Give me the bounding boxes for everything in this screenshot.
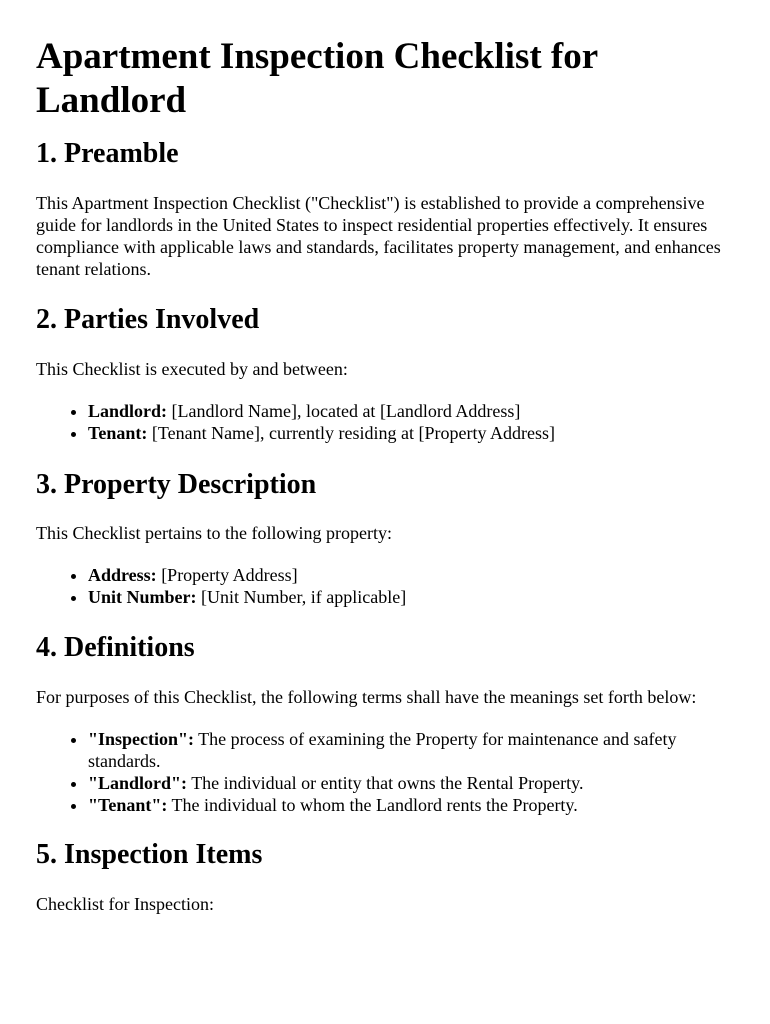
- list-item-term: "Inspection":: [88, 729, 194, 749]
- list-item: [88, 728, 734, 772]
- list-item: [88, 586, 734, 608]
- list-item-text: The process of examining the Property for maintenance and safety standards.: [88, 729, 677, 771]
- list-item: [88, 772, 734, 794]
- section-paragraph: Checklist for Inspection:: [36, 894, 214, 914]
- list-item-term: Landlord:: [88, 401, 168, 421]
- section-heading: 2. Parties Involved: [36, 304, 260, 335]
- list-item-term: Address:: [88, 565, 157, 585]
- section-inspection-items: [36, 839, 734, 915]
- bullet-list: [36, 400, 734, 444]
- list-item-text: [Unit Number, if applicable]: [196, 587, 407, 607]
- list-item: [88, 564, 734, 586]
- document-title: Apartment Inspection Checklist for Landlord: [36, 36, 598, 121]
- section-property-description: [36, 469, 734, 608]
- bullet-list: [36, 728, 734, 816]
- section-heading: 3. Property Description: [36, 469, 317, 500]
- section-heading: 1. Preamble: [36, 138, 179, 169]
- section-paragraph: This Checklist pertains to the following property:: [36, 523, 392, 543]
- section-paragraph: For purposes of this Checklist, the following terms shall have the meanings set forth below:: [36, 687, 697, 707]
- section-paragraph: This Apartment Inspection Checklist ("Checklist") is established to provide a comprehensive guide for landlords in the United States to inspect residential properties effectively. It ensures compliance with applicable laws and standards, facilitates property management, and enhances tenant relations.: [36, 193, 721, 279]
- list-item-text: [Tenant Name], currently residing at [Property Address]: [147, 423, 555, 443]
- list-item-term: Tenant:: [88, 423, 148, 443]
- section-paragraph: This Checklist is executed by and between:: [36, 359, 348, 379]
- list-item-text: [Landlord Name], located at [Landlord Address]: [167, 401, 521, 421]
- section-heading: 5. Inspection Items: [36, 839, 263, 870]
- list-item: [88, 400, 734, 422]
- list-item: [88, 794, 734, 816]
- section-preamble: [36, 138, 734, 280]
- list-item-term: "Tenant":: [88, 795, 168, 815]
- section-heading: 4. Definitions: [36, 632, 195, 663]
- list-item-term: Unit Number:: [88, 587, 197, 607]
- list-item: [88, 422, 734, 444]
- list-item-text: The individual to whom the Landlord rents the Property.: [167, 795, 578, 815]
- section-definitions: [36, 632, 734, 816]
- list-item-text: The individual or entity that owns the Rental Property.: [187, 773, 584, 793]
- list-item-text: [Property Address]: [156, 565, 298, 585]
- section-parties: [36, 304, 734, 444]
- bullet-list: [36, 564, 734, 608]
- list-item-term: "Landlord":: [88, 773, 188, 793]
